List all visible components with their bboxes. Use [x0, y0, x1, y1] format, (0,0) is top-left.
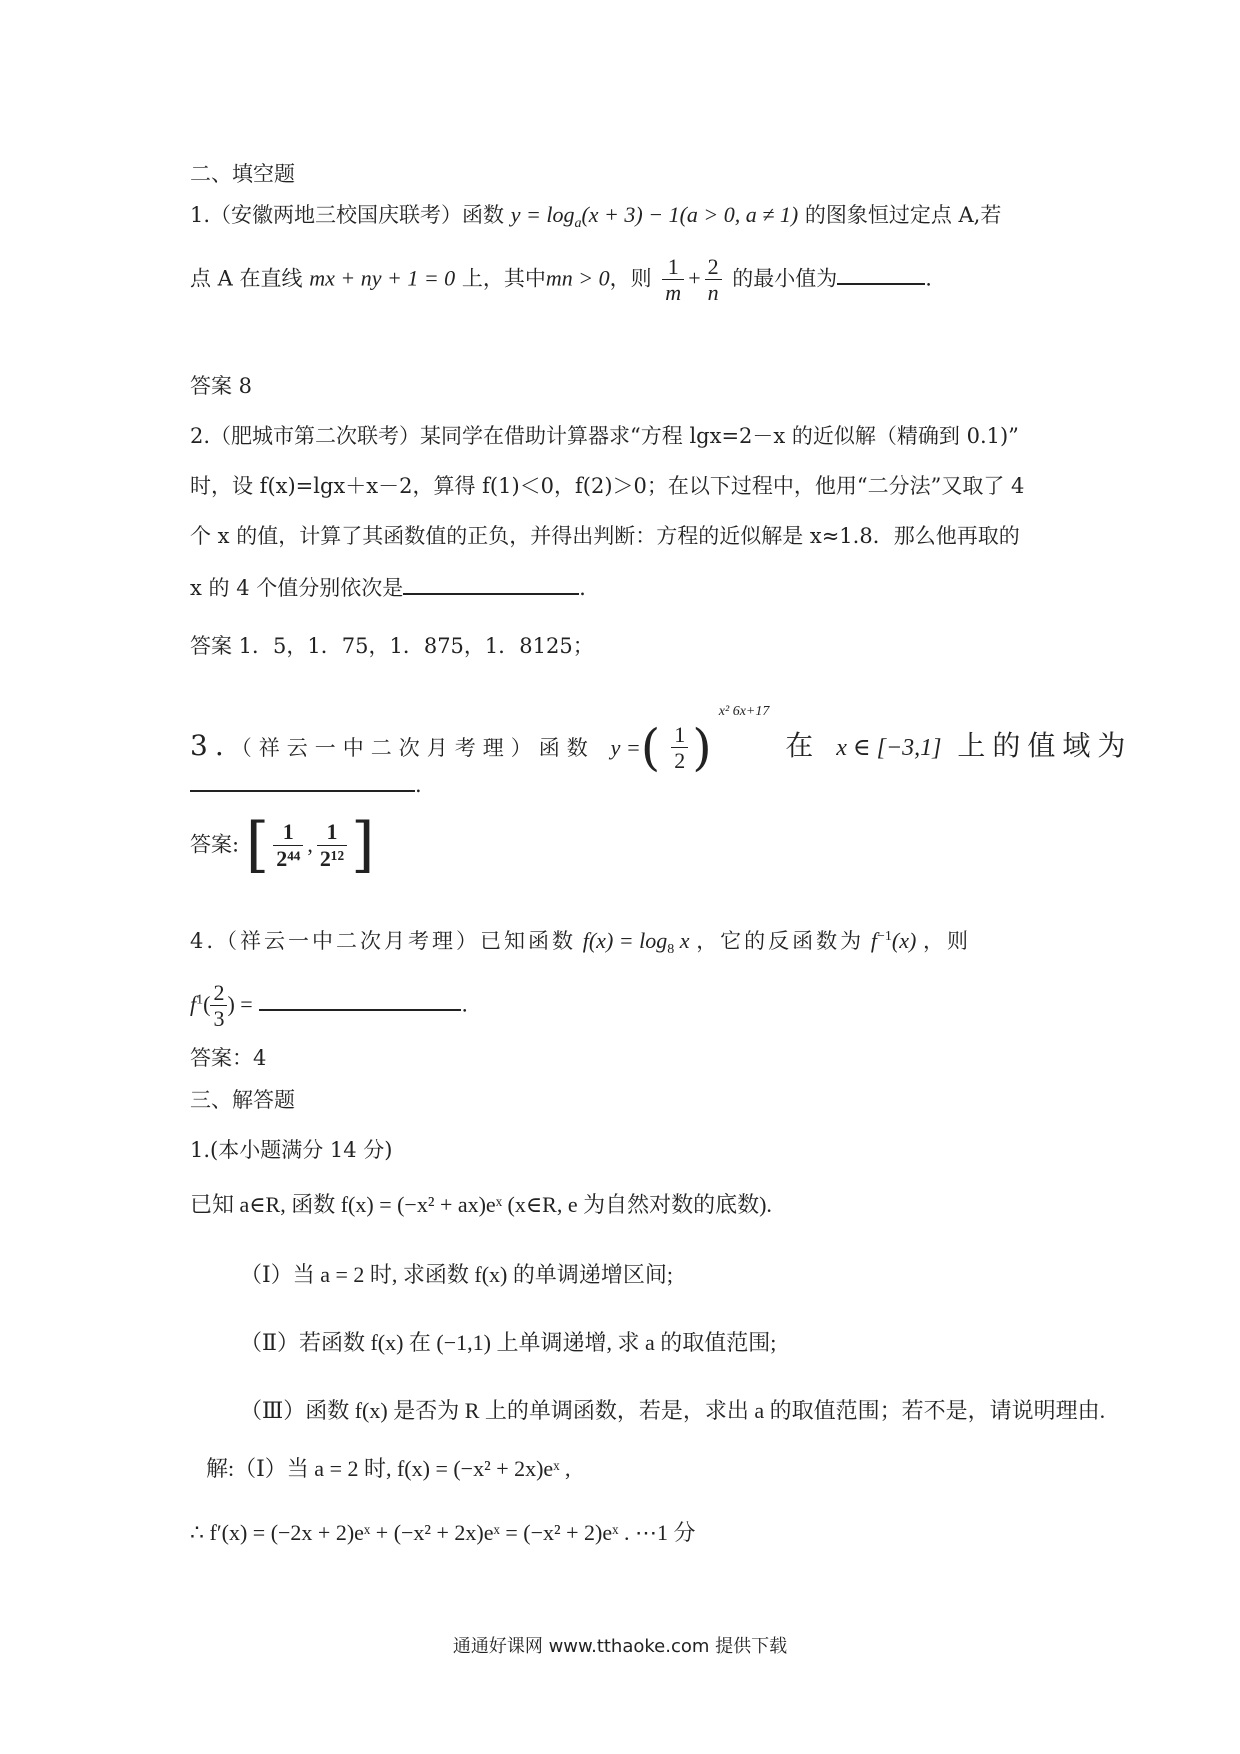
q3-base-num: 1: [674, 721, 686, 747]
q2-line4-text: x 的 4 个值分别依次是: [190, 576, 404, 600]
section-title-fill-in: 二、填空题: [190, 162, 295, 186]
q1-line1: [190, 202, 1001, 233]
q4-frac-den: 3: [210, 1005, 227, 1031]
q2-line4: [190, 573, 600, 601]
q3-mid: 在: [785, 729, 821, 762]
q1-tail: 的图象恒过定点 A,若: [804, 203, 1002, 227]
q4-func-x: x: [674, 928, 690, 953]
p1-part-i: （Ⅰ）当 a = 2 时, 求函数 f(x) 的单调递增区间;: [240, 1262, 673, 1287]
q4-answer-blank: [259, 989, 461, 1011]
q3-base-den: 2: [671, 747, 688, 773]
q3-answer-label: 答案:: [190, 832, 240, 857]
q4-f-sup: 1: [196, 992, 204, 1008]
p1-statement: 已知 a∈R, 函数 f(x) = (−x² + ax)eˣ (x∈R, e 为自然对数的底数).: [190, 1192, 772, 1217]
q3-ans-den2: 2¹²: [317, 845, 347, 871]
q3-domain: x ∈ [−3,1]: [836, 735, 942, 761]
q1-answer-blank: [837, 263, 925, 285]
q4-inverse-sup: −1: [877, 929, 892, 944]
q1-fraction-1: [662, 254, 684, 306]
q3-ans-num1: 1: [282, 819, 294, 845]
q4-inverse: f: [870, 928, 877, 953]
q3-ans-num2: 1: [326, 819, 338, 845]
q3-answer: [190, 810, 375, 880]
q3-number: 3.: [190, 729, 231, 762]
q3-line2: [190, 770, 422, 798]
q4-line2: [190, 980, 468, 1032]
q4-intro: 4.（祥云一中二次月考理）已知函数: [190, 929, 577, 953]
q1-line2-d: 的最小值为: [732, 266, 838, 291]
q4-func-sub: 8: [667, 942, 675, 958]
q1-condition: mn > 0: [545, 265, 610, 291]
q4-answer: 答案：4: [190, 1046, 267, 1070]
p1-header: 1.(本小题满分 14 分): [190, 1138, 393, 1162]
q2-line2: 时，设 f(x)=lgx＋x－2，算得 f(1)＜0，f(2)＞0；在以下过程中，他用“二分法”又取了 4: [190, 474, 1025, 498]
q3-left-paren: (: [640, 718, 668, 777]
q1-func-sub: a: [574, 216, 582, 232]
q3-ans-comma: ,: [307, 831, 313, 857]
q3-line1: [190, 704, 1132, 778]
q3-ans-den1: 2⁴⁴: [273, 845, 303, 871]
q3-tail: 上的值域为: [957, 729, 1133, 762]
q3-ans-frac2: [317, 819, 347, 871]
q1-frac2-num: 2: [707, 254, 719, 279]
q1-line2: [190, 254, 932, 306]
q3-source: （祥云一中二次月考理）函数: [230, 736, 595, 760]
q1-frac2-den: n: [705, 279, 722, 305]
q4-f: f: [190, 991, 197, 1017]
page-footer: 通通好课网 www.tthaoke.com 提供下载: [452, 1636, 788, 1657]
q3-y: y =: [610, 735, 641, 760]
q4-func: f(x) = log: [582, 928, 668, 953]
q4-eq: ) =: [227, 991, 253, 1017]
q2-answer-blank: [403, 573, 579, 595]
q1-fraction-2: [705, 254, 722, 306]
p1-solution-2: ∴ f′(x) = (−2x + 2)eˣ + (−x² + 2x)eˣ = (−x² + 2)eˣ . ⋯1 分: [190, 1520, 696, 1545]
q1-line2-b: 上，其中: [461, 266, 546, 291]
q4-lparen: (: [203, 991, 211, 1017]
section-title-solve: 三、解答题: [190, 1088, 295, 1112]
q1-frac1-den: m: [662, 279, 684, 305]
q2-line3: 个 x 的值，计算了其函数值的正负，并得出判断：方程的近似解是 x≈1.8．那么他再取的: [190, 524, 1020, 548]
q1-func-rest: (x + 3) − 1(a > 0, a ≠ 1): [581, 202, 799, 227]
q3-left-bracket: [: [245, 810, 270, 880]
q1-frac1-num: 1: [667, 254, 679, 279]
q4-tail: ，则: [923, 929, 972, 953]
q3-answer-blank: [190, 770, 415, 792]
p1-solution-1: 解:（Ⅰ）当 a = 2 时, f(x) = (−x² + 2x)eˣ ,: [206, 1456, 571, 1481]
q1-line2-a: 点 A 在直线: [190, 266, 303, 291]
q2-answer: 答案 1．5，1．75，1．875，1．8125；: [190, 634, 594, 658]
q3-right-bracket: ]: [351, 810, 375, 880]
q1-func: y = log: [510, 202, 575, 227]
q4-line1: [190, 928, 971, 959]
q3-right-paren: ): [692, 718, 719, 777]
q2-period: ．: [579, 576, 601, 600]
q3-ans-frac1: [273, 819, 303, 871]
q4-fraction: [210, 980, 227, 1032]
p1-part-ii: （Ⅱ）若函数 f(x) 在 (−1,1) 上单调递增, 求 a 的取值范围;: [240, 1330, 777, 1355]
q1-answer: 答案 8: [190, 374, 253, 398]
q3-period: .: [415, 773, 422, 797]
q1-period: .: [925, 266, 932, 291]
q4-inverse-arg: (x): [891, 928, 917, 953]
q1-source: （安徽两地三校国庆联考）函数: [210, 203, 505, 227]
q1-line2-c: ，则: [609, 266, 652, 291]
q1-line-equation: mx + ny + 1 = 0: [309, 265, 456, 291]
q1-plus: +: [688, 265, 701, 291]
p1-part-iii: （Ⅲ）函数 f(x) 是否为 R 上的单调函数，若是，求出 a 的取值范围；若不是，请说明理由.: [240, 1398, 1106, 1423]
q4-period: .: [461, 992, 469, 1017]
q3-exponent: x² 6x+17: [718, 704, 770, 719]
q2-line1: 2.（肥城市第二次联考）某同学在借助计算器求“方程 lgx=2－x 的近似解（精确到 0.1)”: [190, 424, 1019, 448]
q4-frac-num: 2: [213, 980, 225, 1005]
q3-base: [671, 722, 688, 774]
q1-number: 1.: [190, 203, 211, 227]
q4-mid: ，它的反函数为: [696, 929, 865, 953]
